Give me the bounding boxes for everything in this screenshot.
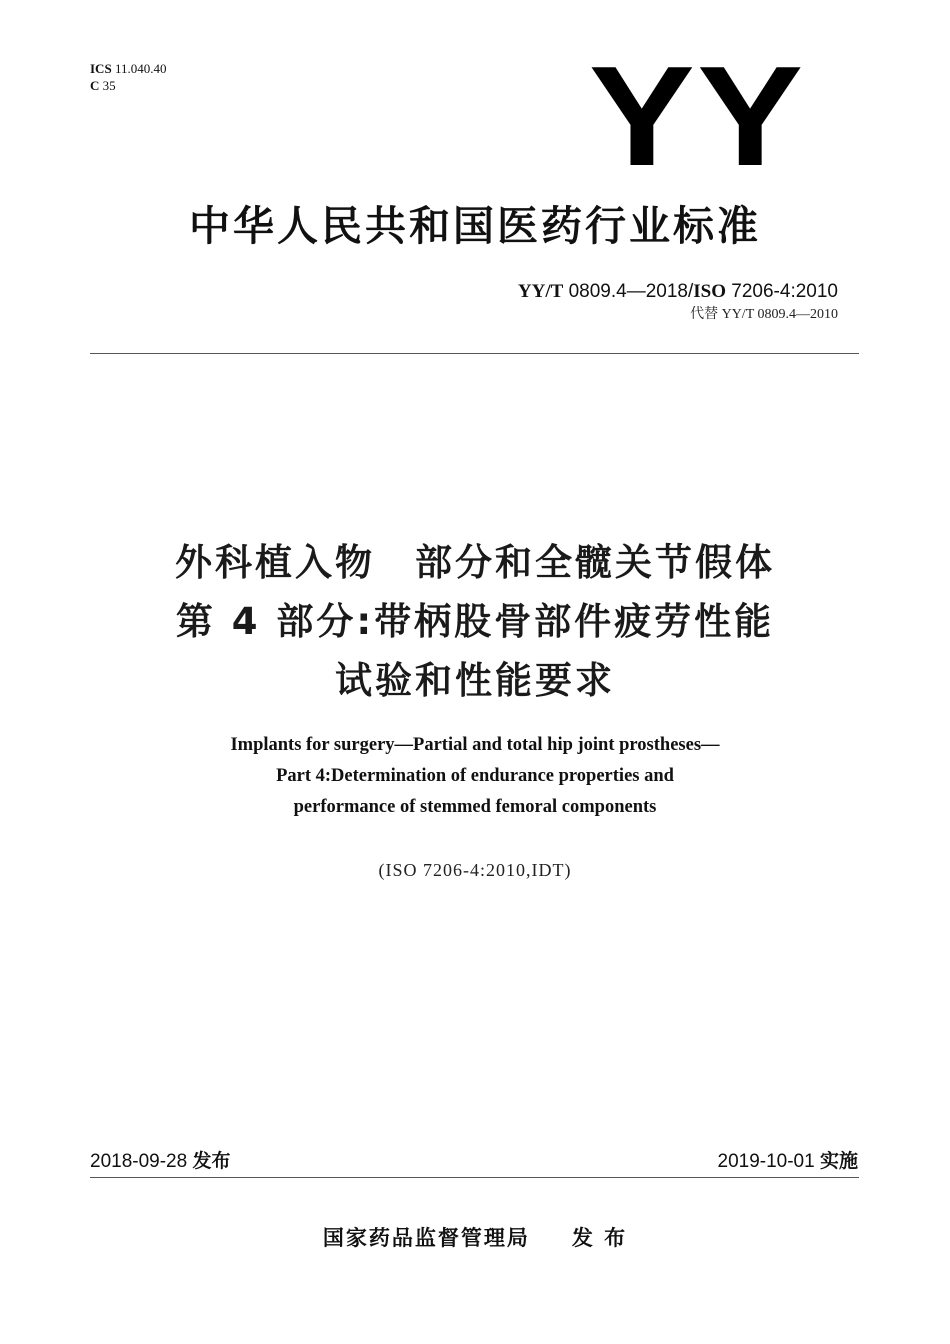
iso-reference: (ISO 7206-4:2010,IDT) — [378, 860, 572, 880]
standard-title: 中华人民共和国医药行业标准 — [189, 202, 761, 250]
footer-divider — [90, 1177, 859, 1178]
c-code: C 35 — [90, 78, 116, 93]
publisher — [0, 1222, 950, 1252]
header-divider — [90, 353, 859, 354]
title-cn-line2: 第 4 部分:带柄股骨部件疲劳性能 — [175, 600, 775, 643]
standard-number — [518, 281, 838, 303]
title-cn-line1: 外科植入物 部分和全髋关节假体 — [175, 541, 775, 584]
iso-code: 7206-4:2010 — [731, 281, 838, 302]
publisher-name: 国家药品监督管理局 — [322, 1226, 530, 1250]
publisher-action: 发 布 — [571, 1226, 628, 1250]
title-en-line1: Implants for surgery—Partial and total hip joint prostheses— — [230, 735, 720, 755]
ics-code: ICS 11.040.40 — [90, 61, 167, 76]
standard-prefix: YY/T — [517, 281, 564, 302]
title-en-line3: performance of stemmed femoral components — [293, 797, 657, 817]
classification-codes — [90, 60, 166, 94]
standard-code: 0809.4—2018/ — [568, 281, 694, 302]
yy-logo: YY — [588, 37, 805, 196]
effective-date: 2019-10-01 实施 — [717, 1150, 858, 1172]
iso-prefix: ISO — [693, 281, 726, 302]
replaces-note: 代替 YY/T 0809.4—2010 — [690, 307, 838, 322]
title-en-line2: Part 4:Determination of endurance properties and — [276, 766, 674, 786]
publish-date: 2018-09-28 发布 — [90, 1150, 231, 1172]
title-cn-line3: 试验和性能要求 — [335, 659, 615, 702]
